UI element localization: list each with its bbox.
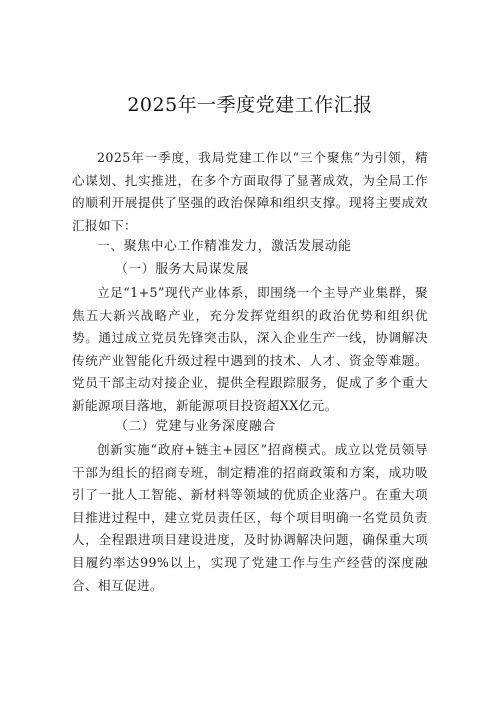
section-heading-1: 一、聚焦中心工作精准发力，激活发展动能 [97, 239, 352, 254]
subsection-heading-1: （一）服务大局谋发展 [115, 262, 249, 277]
subsection-body-1: 立足“1+5”现代产业体系，即围绕一个主导产业集群，聚焦五大新兴战略产业，充分发挥党组织的政治优势和组织优势。通过成立党员先锋突击队，深入企业生产一线，协调解决传统产业智能化升级过程中遇到的技术、人才、资金等难题。党员干部主动对接企业，提供全程跟踪服务，促成了多个重大新能源项目落地，新能源项目投资超XX亿元。 [72, 285, 428, 413]
intro-paragraph: 2025年一季度，我局党建工作以“三个聚焦”为引领，精心谋划、扎实推进，在多个方面取得了显著成效，为全局工作的顺利开展提供了坚强的政治保障和组织支撑。现将主要成效汇报如下： [72, 150, 428, 233]
subsection-body-2: 创新实施“政府+链主+园区”招商模式。成立以党员领导干部为组长的招商专班，制定精准的招商政策和方案，成功吸引了一批人工智能、新材料等领域的优质企业落户。在重大项目推进过程中，建立党员责任区，每个项目明确一名党员负责人，全程跟进项目建设进度，及时协调解决问题，确保重大项目履约率达99%以上，实现了党建工作与生产经营的深度融合、相互促进。 [72, 442, 428, 593]
document-title: 2025年一季度党建工作汇报 [127, 94, 373, 116]
subsection-heading-2: （二）党建与业务深度融合 [115, 419, 276, 434]
